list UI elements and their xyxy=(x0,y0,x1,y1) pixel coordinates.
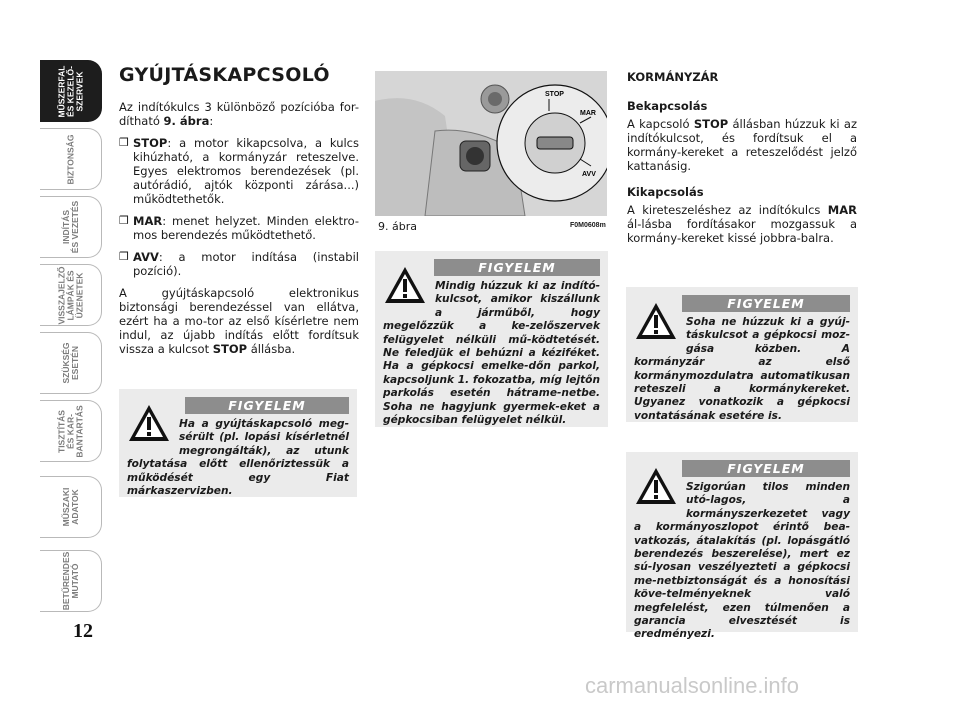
option-mar: ❒ MAR: menet helyzet. Minden elektro-mos berendezés működtethető. xyxy=(119,214,359,242)
section-title: KORMÁNYZÁR xyxy=(627,70,719,84)
tab-muszaki[interactable] xyxy=(40,476,102,538)
paragraph: A kapcsoló STOP állásban húzzuk ki az indítókulcsot, és fordítsuk el a kormány-kereket a reteszelődést jelző kattanásig. xyxy=(627,117,857,173)
warning-box-4 xyxy=(626,452,858,641)
mar-label: MAR xyxy=(580,110,596,117)
tab-label: INDÍTÁS ÉS VEZETÉS xyxy=(61,200,80,254)
tab-szukseg[interactable] xyxy=(40,332,102,394)
warning-label: FIGYELEM xyxy=(682,295,850,312)
checkbox-icon: ❒ xyxy=(119,250,129,263)
tab-betrendes[interactable] xyxy=(40,550,102,612)
ignition-section xyxy=(119,64,359,364)
tab-biztonsag[interactable] xyxy=(40,128,102,190)
section-title: GYÚJTÁSKAPCSOLÓ xyxy=(119,64,330,86)
warning-box-1 xyxy=(119,389,357,497)
subheading: Bekapcsolás xyxy=(627,99,708,113)
subheading: Kikapcsolás xyxy=(627,185,704,199)
tab-label: BIZTONSÁG xyxy=(65,134,76,184)
option-stop: ❒ STOP: a motor kikapcsolva, a kulcs kihúzható, a kormányzár reteszelve. Egyes elektromos berendezések (pl. autórádió, ajtók központi zárása...) működtethetők. xyxy=(119,136,359,206)
warning-text: Ha a gyújtáskapcsoló meg-sérült (pl. lopási kísérletnél megrongálták), az utunk folytatása előtt ellenőriztessük a működését egy Fiat márkaszervizben. xyxy=(127,418,349,498)
warning-box-2 xyxy=(375,251,608,427)
option-avv: ❒ AVV: a motor indítása (instabil pozíció). xyxy=(119,250,359,278)
figure-caption: 9. ábra xyxy=(378,220,417,233)
ignition-figure xyxy=(375,71,607,216)
warning-text: Szigorúan tilos minden utó-lagos, a kormányszerkezetet vagy a kormányoszlopot érintő bea-vatkozás, átalakítás (pl. lopásgátló berendezés beszerelése), mert ez sú-lyosan veszélyezteti a gépkocsi me-netbiztonságát és a honosítási köve-telményeknek való megfelelést, ezen túlmenően a garancia elvesztését is eredményezi. xyxy=(634,481,850,641)
figure-code: F0M0608m xyxy=(570,222,606,229)
warning-text: Mindig húzzuk ki az indító-kulcsot, amikor kiszállunk a járműből, hogy megelőzzük a ke-zelőszervek felügyelet nélküli mű-ködtetését. Ne feledjük el behúzni a kéziféket. Ha a gépkocsi emelke-dőn parkol, kapcsoljunk 1. fokozatba, míg lejtőn parkolás esetén hátrame-netbe. Soha ne hagyjunk gyermek-eket a gépkocsiban felügyelet nélkül. xyxy=(383,280,600,427)
ignition-switch-illustration xyxy=(375,71,607,216)
steering-lock-section xyxy=(627,70,857,253)
checkbox-icon: ❒ xyxy=(119,214,129,227)
tab-inditas[interactable] xyxy=(40,196,102,258)
safety-paragraph: A gyújtáskapcsoló elektronikus biztonsági berendezéssel van ellátva, ezért ha a mo-tor az első kísérletre nem indul, az újabb indítás előtt fordítsuk vissza a kulcsot STOP állásba. xyxy=(119,286,359,356)
warning-text: Soha ne húzzuk ki a gyúj-táskulcsot a gépkocsi moz-gása közben. A kormányzár az első kormánymozdulatra automatikusan reteszeli a kormánykereket. Ugyanez vonatkozik a gépkocsi vontatásának esetére is. xyxy=(634,316,850,422)
tab-label: SZÜKSÉG ESETÉN xyxy=(61,342,80,384)
page-number: 12 xyxy=(73,620,93,642)
tab-label: MŰSZAKI ADATOK xyxy=(61,487,80,527)
tab-tisztitas[interactable] xyxy=(40,400,102,462)
stop-label: STOP xyxy=(545,91,564,98)
warning-label: FIGYELEM xyxy=(185,397,349,414)
intro-paragraph: Az indítókulcs 3 különböző pozícióba for-dítható 9. ábra: xyxy=(119,100,359,128)
tab-label: MŰSZERFAL ÉS KEZELŐ- SZERVEK xyxy=(56,65,85,117)
warning-label: FIGYELEM xyxy=(682,460,850,477)
tab-label: VISSZAJELZŐ LÁMPÁK ÉS ÜZENETEK xyxy=(56,265,85,325)
warning-label: FIGYELEM xyxy=(434,259,600,276)
tab-label: BETŰRENDES MUTATÓ xyxy=(61,551,80,611)
checkbox-icon: ❒ xyxy=(119,136,129,149)
tab-label: TISZTÍTÁS ÉS KAR- BANTARTÁS xyxy=(56,404,85,458)
avv-label: AVV xyxy=(582,171,596,178)
watermark: carmanualsonline.info xyxy=(585,673,800,698)
paragraph: A kireteszeléshez az indítókulcs MAR ál-lásba fordításakor mozgassuk a kormány-kereket kissé jobbra-balra. xyxy=(627,203,857,245)
warning-box-3 xyxy=(626,287,858,422)
tab-muszerfal[interactable] xyxy=(40,60,102,122)
tab-visszajelzo[interactable] xyxy=(40,264,102,326)
